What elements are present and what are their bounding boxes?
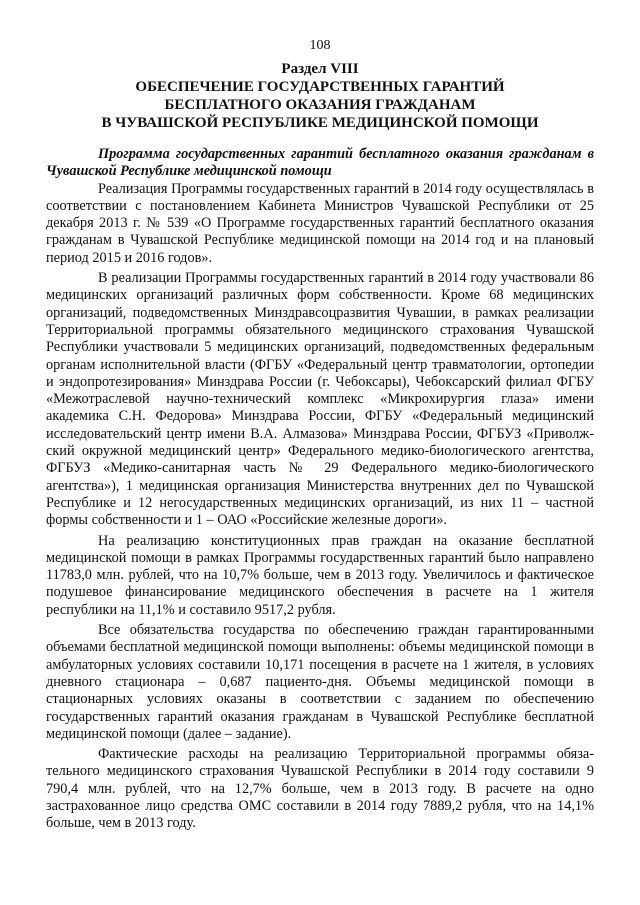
- page-number: 108: [309, 38, 331, 53]
- section-title-line: ОБЕСПЕЧЕНИЕ ГОСУДАРСТВЕННЫХ ГАРАНТИЙ: [135, 79, 505, 95]
- paragraph-program-basis: Реализация Программы государственных гарантий в 2014 году осуществлялась в соответствии с постановлением Кабинета Министров Чувашской Республики от 25 декабря 2013 г. № 539 «О Программе государственных гарантий бесплатного оказания гражданам в Чувашской Республике медицинской помощи на 2014 год и на плановый период 2015 и 2016 годов».: [46, 180, 594, 266]
- paragraph-obligations: Все обязательства государства по обеспечению граждан гарантированными объемами бесплатной медицинской помощи выполнены: объемы медицинской помощи в амбулаторных условиях составили 10,171 посещения в расчете на 1 жителя, в условиях дневного стационара – 0,687 пациенто-дня. Объемы медицинской помощи в стационарных условиях оказаны в соответствии с заданием по обеспечению государственных гарантий оказания гражданам в Чувашской Республике бесплатной медицинской помощи (далее – задание).: [46, 622, 594, 742]
- section-title: [46, 78, 594, 132]
- program-subtitle: Программа государственных гарантий бесплатного оказания гражданам в Чувашской Республике медицинской помощи: [46, 146, 594, 180]
- section-title-line: БЕСПЛАТНОГО ОКАЗАНИЯ ГРАЖДАНАМ: [164, 97, 476, 113]
- paragraph-actual-expenses: Фактические расходы на реализацию Территориальной программы обязательного медицинского страхования Чувашской Республики в 2014 году составили 9 790,4 млн. рублей, что на 12,7% больше, чем в 2013 году. В расчете на одно застрахованное лицо средства ОМС составили в 2014 году 7889,2 рубля, что на 14,1% больше, чем в 2013 году.: [46, 746, 594, 832]
- section-label: Раздел VIII: [281, 61, 359, 77]
- paragraph-participating-organizations: В реализации Программы государственных гарантий в 2014 году участвовали 86 медицинских организаций различных форм собственности. Кроме 68 медицинских организаций, подведомственных Минздравсоцразвития Чувашии, в рамках реализации Территориальной программы обязательного медицинского страхования Чувашской Республики участвовали 5 медицинских организаций, подведомственных федеральным органам исполнительной власти (ФГБУ «Федеральный центр травматологии, ортопедии и эндопротезирования» Минздрава России (г. Чебоксары), Чебоксарский филиал ФГБУ «Межотраслевой научно-технический комплекс «Микрохирургия глаза» имени академика С.Н. Федорова» Минздрава России, ФГБУ «Федеральный медицинский исследовательский центр имени В.А. Алмазова» Минздрава России, ФГБУЗ «Приволжский окружной медицинский центр» Федерального медико-биологического агентства, ФГБУЗ «Медико-санитарная часть № 29 Федерального медико-биологического агентства»), 1 медицинская организация Министерства внутренних дел по Чувашской Республике и 12 негосударственных медицинских организаций, из них 11 – частной формы собственности и 1 – ОАО «Российские железные дороги».: [46, 270, 594, 529]
- section-title-line: В ЧУВАШСКОЙ РЕСПУБЛИКЕ МЕДИЦИНСКОЙ ПОМОЩИ: [101, 115, 539, 131]
- paragraph-funding: На реализацию конституционных прав граждан на оказание бесплатной медицинской помощи в рамках Программы государственных гарантий было направлено 11783,0 млн. рублей, что на 10,7% больше, чем в 2013 году. Увеличилось и фактическое подушевое финансирование медицинского обеспечения в расчете на 1 жителя республики на 11,1% и составило 9517,2 рубля.: [46, 532, 594, 618]
